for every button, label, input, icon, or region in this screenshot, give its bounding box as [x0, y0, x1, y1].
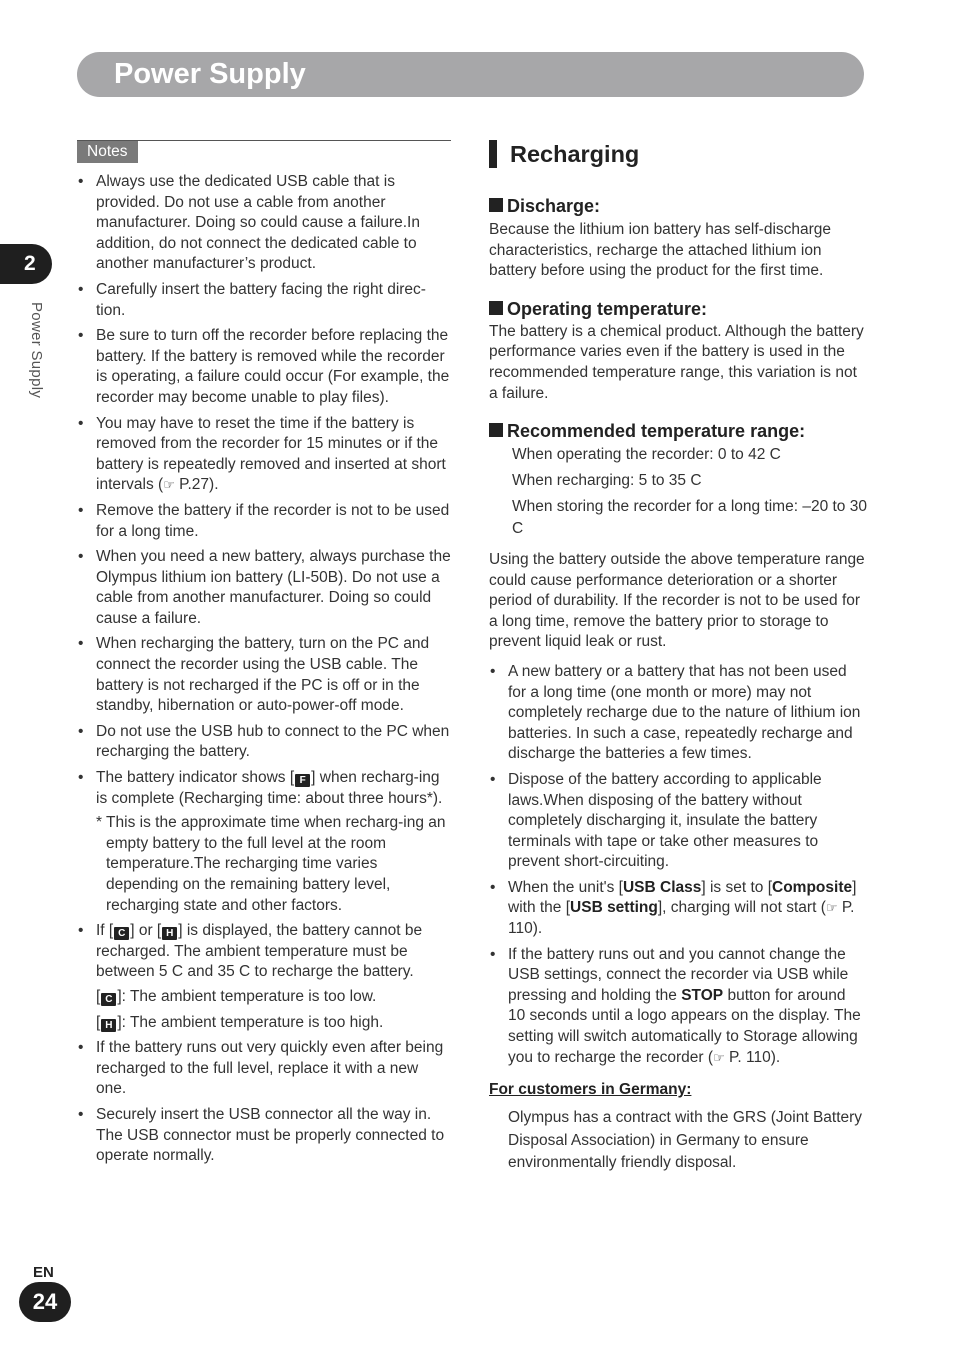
germany-heading: For customers in Germany:: [489, 1081, 692, 1099]
temperature-cold-icon: C: [101, 993, 116, 1006]
list-item: • Remove the battery if the recorder is not to be used for a long time.: [78, 501, 450, 540]
note-text: If [: [96, 922, 114, 940]
footnote: * This is the approximate time when recharg-ing an empty battery to the full level at the room temperature.The recharging time varies depending on the remaining battery level, recharging state and other factors.: [96, 814, 446, 914]
square-bullet-icon: [489, 301, 503, 315]
temp-low-line: [ C ]: The ambient temperature is too low.: [96, 987, 377, 1005]
bullet-text: ] is set to [: [701, 878, 773, 896]
temperature-line: When recharging: 5 to 35 C: [512, 471, 702, 489]
list-item: • When the unit's [USB Class] is set to [Composite] with the [USB setting], charging will not start (☞ P. 110).: [490, 878, 857, 938]
note-text: You may have to reset the time if the battery is removed from the recorder for 15 minutes or if the battery is repeatedly removed and inserted at short intervals (: [96, 414, 446, 494]
notes-label: Notes: [77, 141, 138, 163]
note-text: Securely insert the USB connector all the way in. The USB connector must be properly connected to operate normally.: [96, 1105, 445, 1165]
note-text: Be sure to turn off the recorder before replacing the battery. If the battery is removed while the recorder is operating, a failure could occur (For example, the recorder may become unable to play files).: [96, 327, 450, 406]
chapter-side-label: Power Supply: [28, 302, 45, 399]
bullet-text: ] with the [: [508, 878, 857, 917]
list-item: • Carefully insert the battery facing the right direc-tion.: [78, 280, 426, 319]
note-text: ] is displayed, the battery cannot be recharged. The ambient temperature must be between 5 C and 35 C to recharge the battery.: [96, 922, 423, 981]
note-text: ] or [: [130, 922, 162, 940]
page-reference: P. 110).: [724, 1048, 781, 1066]
temperature-hot-icon: H: [162, 927, 177, 940]
germany-text: Olympus has a contract with the GRS (Joint Battery Disposal Association) in Germany to ensure environmentally friendly disposal.: [508, 1109, 863, 1172]
recommended-heading: [489, 420, 867, 442]
notes-list: [77, 172, 451, 1167]
heading-text: Recommended temperature range:: [507, 421, 806, 442]
button-term: STOP: [681, 986, 724, 1004]
note-text: Always use the dedicated USB cable that is provided. Do not use a cable from another manufacturer. Doing so could cause a failure.In addition, do not connect the dedicated cable to another manufacturer’s product.: [96, 173, 420, 273]
menu-term: USB Class: [622, 878, 702, 896]
note-text: When you need a new battery, always purchase the Olympus lithium ion battery (LI-50B). Do not use a cable from another manufacturer. Doing so could cause a failure.: [96, 548, 451, 627]
note-text: Carefully insert the battery facing the right direc-tion.: [96, 280, 426, 319]
operating-text: The battery is a chemical product. Although the battery performance varies even if the battery is used in the recommended temperature range, this variation is not a failure.: [489, 322, 864, 402]
list-item: • If the battery runs out very quickly even after being recharged to the full level, replace it with a new one.: [78, 1039, 444, 1098]
recharging-column: [489, 140, 867, 1175]
note-text: The battery indicator shows [: [96, 769, 295, 787]
note-text: Remove the battery if the recorder is not to be used for a long time.: [96, 501, 450, 540]
heading-bar-icon: [489, 140, 497, 168]
discharge-heading: [489, 195, 867, 217]
bullet-text: A new battery or a battery that has not been used for a long time (one month or more) may not completely recharge due to the nature of lithium ion batteries. In such a case, repeatedly recharge and discharge the batteries a few times.: [508, 662, 861, 763]
language-label: EN: [33, 1264, 54, 1281]
section-heading: [489, 139, 867, 169]
list-item: • If [ C ] or [ H ] is displayed, the battery cannot be recharged. The ambient temperature must be between 5 C and 35 C to recharge the battery. [ C ]: The ambient temperature is too low. [ H ]: The ambient temperature is too high.: [77, 921, 451, 1033]
square-bullet-icon: [489, 423, 503, 437]
bullet-text: ], charging will not start (: [657, 899, 826, 917]
temperature-line: When operating the recorder: 0 to 42 C: [512, 446, 781, 464]
page-number: 24: [19, 1282, 71, 1322]
list-item: • The battery indicator shows [ F ] when recharg-ing is complete (Recharging time: about three hours*). * This is the approximate time when recharg-ing an empty battery to the full level at the room temperature.The recharging time varies depending on the remaining battery level, recharging state and other factors.: [77, 768, 451, 916]
notes-column: [77, 140, 451, 1172]
temperature-hot-icon: H: [101, 1019, 116, 1032]
bullet-text: button for around 10 seconds until a logo appears on the display. The setting will switch automatically to Storage allowing you to recharge the recorder (: [508, 986, 861, 1066]
bullet-text: When the unit's [: [508, 878, 623, 896]
note-text: ]: The ambient temperature is too high.: [117, 1013, 384, 1031]
chapter-tab: 2: [0, 244, 52, 284]
square-bullet-icon: [489, 198, 503, 212]
list-item: • Always use the dedicated USB cable that is provided. Do not use a cable from another manufacturer. Doing so could cause a failure.In addition, do not connect the dedicated cable to another manufacturer’s product.: [78, 173, 420, 273]
discharge-text: Because the lithium ion battery has self-discharge characteristics, recharge the attached lithium ion battery before using the product for the first time.: [489, 221, 832, 280]
list-item: • A new battery or a battery that has not been used for a long time (one month or more) may not completely recharge due to the nature of lithium ion batteries. In such a case, repeatedly recharge and discharge the batteries a few times.: [490, 662, 861, 763]
note-text: ] when recharg-ing is complete (Recharging time: about three hours*).: [96, 769, 443, 807]
temperature-line: When storing the recorder for a long time: –20 to 30 C: [512, 497, 867, 538]
hand-pointer-icon: ☞: [713, 1049, 725, 1065]
list-item: • If the battery runs out and you cannot change the USB settings, connect the recorder via USB while pressing and holding the STOP button for around 10 seconds until a logo appears on the display. The setting will switch automatically to Storage allowing you to recharge the recorder (☞ P. 110).: [490, 945, 861, 1066]
menu-term: USB setting: [570, 899, 658, 917]
heading-text: Discharge:: [507, 196, 601, 216]
hand-pointer-icon: ☞: [163, 477, 175, 493]
note-text: When recharging the battery, turn on the PC and connect the recorder using the USB cable. The battery is not recharged if the PC is off or in the standby, hibernation or auto-power-off mode.: [96, 635, 430, 715]
page-reference: P.27).: [179, 476, 219, 494]
list-item: • When recharging the battery, turn on the PC and connect the recorder using the USB cable. The battery is not recharged if the PC is off or in the standby, hibernation or auto-power-off mode.: [78, 635, 430, 715]
menu-term: Composite: [772, 878, 853, 896]
outside-range-text: Using the battery outside the above temperature range could cause performance deterioration or a shorter period of durability. If the recorder is not to be used for a long time, remove the battery prior to storage to prevent liquid leak or rust.: [489, 550, 865, 651]
note-text: If the battery runs out very quickly even after being recharged to the full level, replace it with a new one.: [96, 1039, 444, 1098]
list-item: • When you need a new battery, always purchase the Olympus lithium ion battery (LI-50B). Do not use a cable from another manufacturer. Doing so could cause a failure.: [78, 548, 451, 627]
temperature-cold-icon: C: [114, 927, 129, 940]
list-item: • Securely insert the USB connector all the way in. The USB connector must be properly connected to operate normally.: [78, 1105, 445, 1165]
list-item: • Dispose of the battery according to applicable laws.When disposing of the battery without completely discharging it, insulate the battery terminals with tape or take other measures to prevent short-circuiting.: [490, 770, 822, 871]
bullet-text: Dispose of the battery according to applicable laws.When disposing of the battery without completely discharging it, insulate the battery terminals with tape or take other measures to prevent short-circuiting.: [508, 770, 822, 871]
list-item: • Do not use the USB hub to connect to the PC when recharging the battery.: [78, 722, 450, 761]
battery-full-icon: F: [295, 774, 310, 787]
operating-heading: [489, 298, 867, 320]
heading-text: Operating temperature:: [507, 298, 708, 319]
page-title: Power Supply: [114, 58, 306, 90]
list-item: • You may have to reset the time if the battery is removed from the recorder for 15 minutes or if the battery is repeatedly removed and inserted at short intervals (☞ P.27).: [78, 414, 446, 494]
hand-pointer-icon: ☞: [825, 900, 838, 916]
page-reference: P. 110).: [508, 899, 855, 938]
bullet-text: If the battery runs out and you cannot change the USB settings, connect the recorder via USB while pressing and holding the: [508, 945, 849, 1004]
title-bar: [77, 52, 864, 97]
section-title: Recharging: [510, 141, 640, 167]
temperature-list: [489, 444, 867, 541]
list-item: • Be sure to turn off the recorder before replacing the battery. If the battery is removed while the recorder is operating, a failure could occur (For example, the recorder may become unable to play files).: [78, 327, 450, 406]
note-text: ]: The ambient temperature is too low.: [117, 987, 377, 1005]
note-text: Do not use the USB hub to connect to the PC when recharging the battery.: [96, 722, 450, 761]
temp-high-line: [ H ]: The ambient temperature is too high.: [96, 1013, 384, 1031]
recharging-list: [489, 662, 867, 1068]
